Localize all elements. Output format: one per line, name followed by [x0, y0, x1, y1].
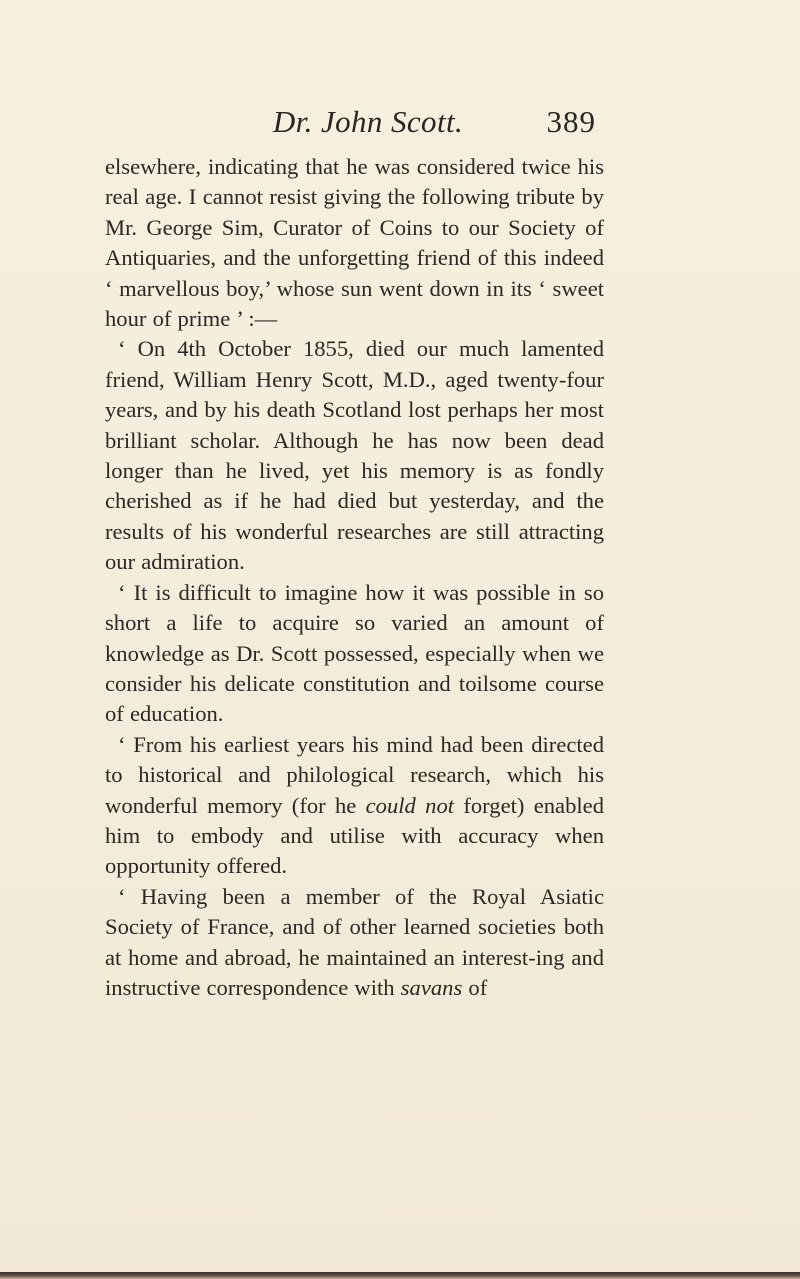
body-text	[105, 152, 604, 1003]
paragraph-4	[105, 730, 604, 882]
paragraph-3: ‘ It is difficult to imagine how it was possible in so short a life to acquire so varied an amount of knowledge as Dr. Scott possessed, especially when we consider his delicate constitution and toilsome course of education.	[105, 579, 604, 727]
running-head	[0, 104, 800, 148]
paragraph-1: elsewhere, indicating that he was considered twice his real age. I cannot resist giving the following tribute by Mr. George Sim, Curator of Coins to our Society of Antiquaries, and the unforgetting friend of this indeed ‘ marvellous boy,’ whose sun went down in its ‘ sweet hour of prime ’ :—	[105, 154, 604, 332]
page-number: 389	[546, 104, 596, 139]
running-title: Dr. John Scott.	[272, 104, 464, 139]
italic-phrase-could-not: could not	[365, 792, 455, 818]
paragraph-4-text-start: ‘ From his earliest years his mind had been directed to historical and philological research, which his wonderful memory (for he	[105, 731, 604, 818]
page-edge-shadow	[0, 1272, 800, 1279]
paragraph-2: ‘ On 4th October 1855, died our much lamented friend, William Henry Scott, M.D., aged twenty-four years, and by his death Scotland lost perhaps her most brilliant scholar. Although he has now been dead longer than he lived, yet his memory is as fondly cherished as if he had died but yesterday, and the results of his wonderful researches are still attracting our admiration.	[105, 336, 604, 575]
paragraph-5-text-end: of	[462, 974, 488, 1000]
paragraph-5-text-start: ‘ Having been a member of the Royal Asiatic Society of France, and of other learned societies both at home and abroad, he maintained an interest-ing and instructive correspondence with	[105, 883, 604, 1000]
italic-word-savans: savans	[400, 974, 463, 1000]
paragraph-5	[105, 882, 604, 1004]
paragraph-4-text-end: forget) enabled him to embody and utilise with accuracy when opportunity offered.	[105, 792, 604, 879]
